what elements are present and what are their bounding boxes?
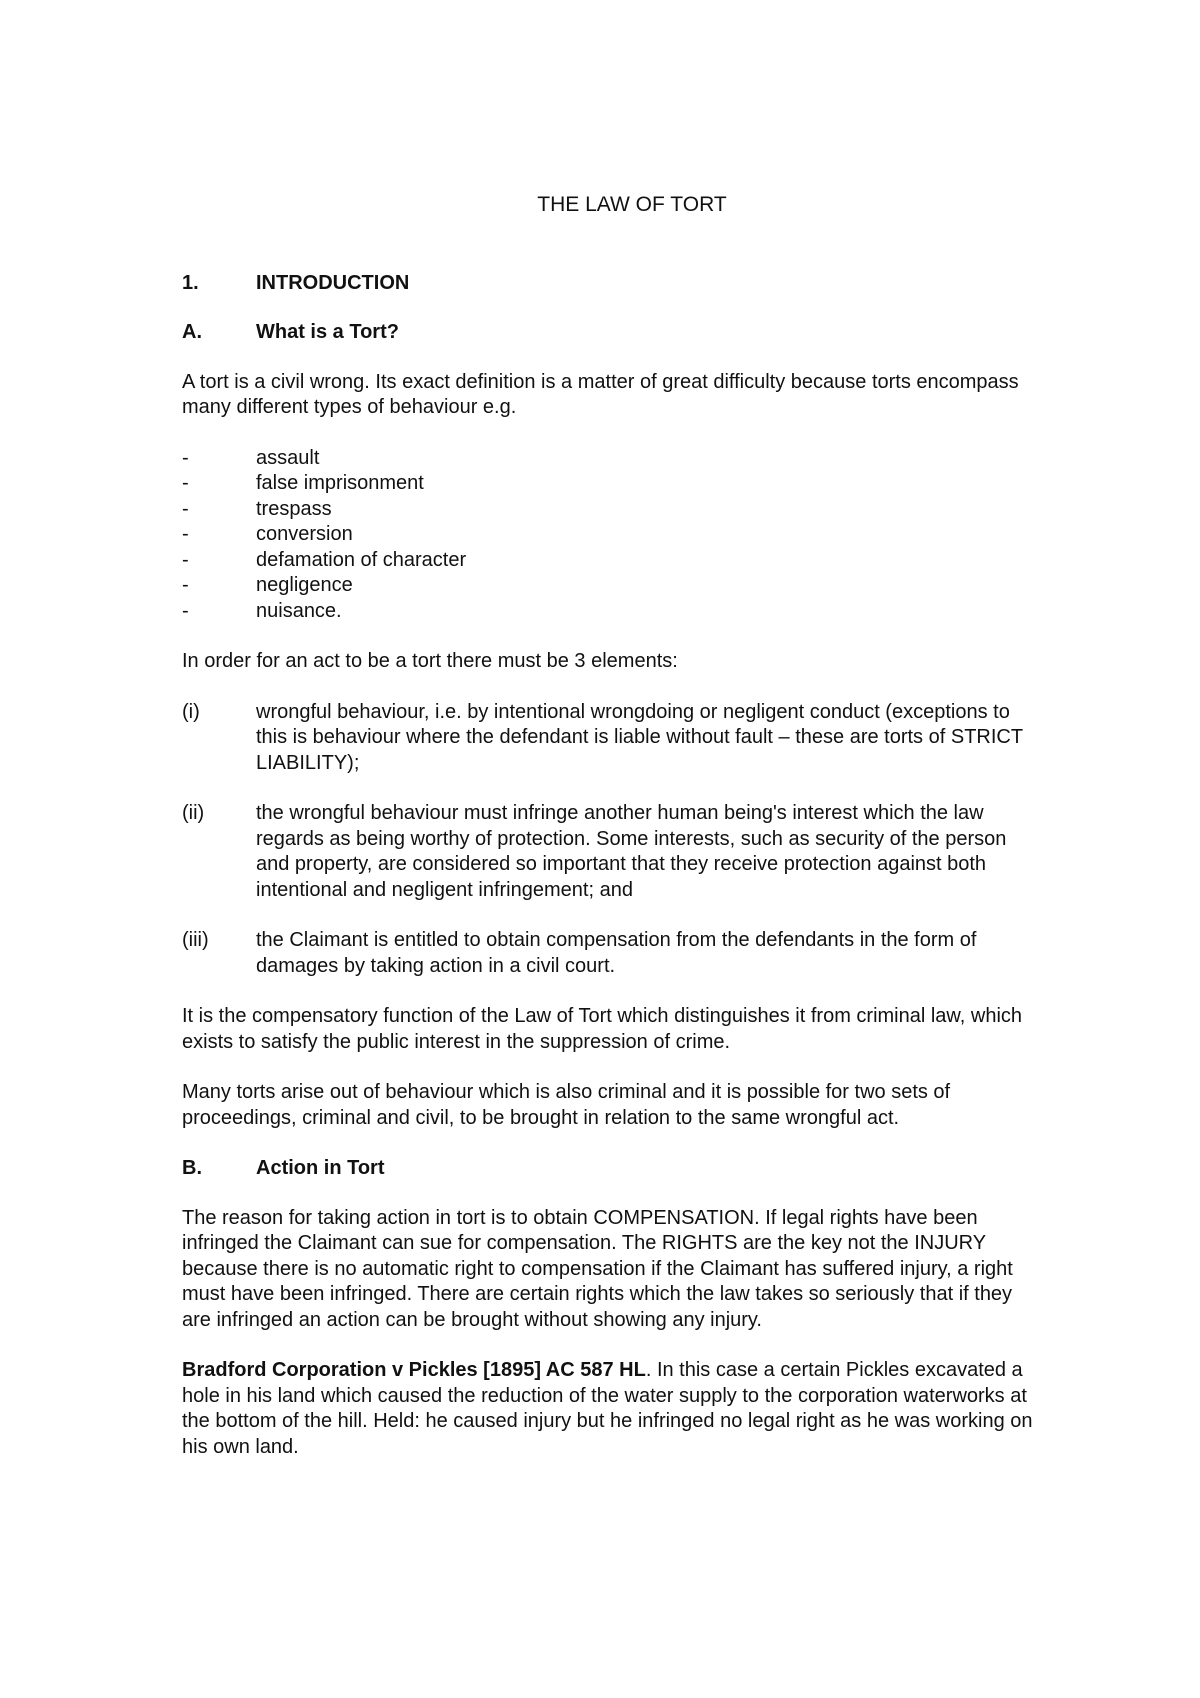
list-item-text: wrongful behaviour, i.e. by intentional wrongdoing or negligent conduct (exceptions to this is behaviour where the defendant is liable without fault – these are torts of STRICT LIABILITY); xyxy=(256,700,1023,774)
roman-marker: (ii) xyxy=(182,802,205,824)
case-summary: . In this case a certain Pickles excavated a hole in his land which caused the reduction of the water supply to the corporation waterworks at the bottom of the hill. Held: he caused injury but he infringed no legal right as he was working on his own land. xyxy=(182,1359,1033,1458)
roman-marker: (iii) xyxy=(182,929,209,951)
tort-examples-list xyxy=(182,446,1042,625)
case-citation: Bradford Corporation v Pickles [1895] AC 587 HL xyxy=(182,1359,646,1381)
list-item xyxy=(182,497,1042,523)
list-item-text: conversion xyxy=(256,523,353,545)
list-item-text: false imprisonment xyxy=(256,472,424,494)
section-number: 1. xyxy=(182,271,199,294)
list-item xyxy=(182,599,1042,625)
list-item-text: defamation of character xyxy=(256,548,467,571)
dash-marker: - xyxy=(182,548,189,571)
dash-marker: - xyxy=(182,472,189,494)
dash-marker: - xyxy=(182,523,189,545)
dash-marker: - xyxy=(182,599,189,622)
compensatory-function-paragraph: It is the compensatory function of the Law of Tort which distinguishes it from criminal law, which exists to satisfy the public interest in the suppression of crime. xyxy=(182,1005,1023,1053)
section-1-heading xyxy=(182,271,1042,297)
elements-intro-paragraph: In order for an act to be a tort there must be 3 elements: xyxy=(182,650,678,672)
list-item xyxy=(182,471,1042,497)
list-item xyxy=(182,446,1042,472)
list-item-text: assault xyxy=(256,446,320,469)
section-title: Action in Tort xyxy=(256,1157,385,1179)
section-title: What is a Tort? xyxy=(256,321,399,343)
tort-definition-paragraph: A tort is a civil wrong. Its exact definition is a matter of great difficulty because torts encompass many different types of behaviour e.g. xyxy=(182,370,1019,418)
dash-marker: - xyxy=(182,574,189,596)
document-title: THE LAW OF TORT xyxy=(537,193,727,216)
section-title: INTRODUCTION xyxy=(256,271,410,294)
list-item-text: trespass xyxy=(256,497,332,520)
list-item xyxy=(182,928,1042,979)
roman-marker: (i) xyxy=(182,700,200,723)
dash-marker: - xyxy=(182,446,189,469)
list-item-text: nuisance. xyxy=(256,599,342,622)
tort-elements-list xyxy=(182,700,1042,980)
list-item xyxy=(182,700,1042,777)
section-b-heading xyxy=(182,1156,1042,1182)
list-item xyxy=(182,573,1042,599)
list-item-text: the Claimant is entitled to obtain compensation from the defendants in the form of damages by taking action in a civil court. xyxy=(256,929,977,977)
dash-marker: - xyxy=(182,497,189,520)
list-item-text: the wrongful behaviour must infringe another human being's interest which the law regards as being worthy of protection. Some interests, such as security of the person and property, are considered so important that they receive protection against both intentional and negligent infringement; and xyxy=(256,802,1007,901)
list-item xyxy=(182,522,1042,548)
compensation-paragraph: The reason for taking action in tort is to obtain COMPENSATION. If legal rights have been infringed the Claimant can sue for compensation. The RIGHTS are the key not the INJURY because there is no automatic right to compensation if the Claimant has suffered injury, a right must have been infringed. There are certain rights which the law takes so seriously that if they are infringed an action can be brought without showing any injury. xyxy=(182,1206,1013,1331)
list-item-text: negligence xyxy=(256,574,353,596)
section-letter: B. xyxy=(182,1157,202,1179)
criminal-overlap-paragraph: Many torts arise out of behaviour which is also criminal and it is possible for two sets of proceedings, criminal and civil, to be brought in relation to the same wrongful act. xyxy=(182,1081,951,1129)
list-item xyxy=(182,548,1042,574)
section-a-heading xyxy=(182,320,1042,346)
case-paragraph xyxy=(182,1358,1042,1460)
section-letter: A. xyxy=(182,321,202,343)
document-body xyxy=(182,192,1042,1485)
list-item xyxy=(182,801,1042,903)
